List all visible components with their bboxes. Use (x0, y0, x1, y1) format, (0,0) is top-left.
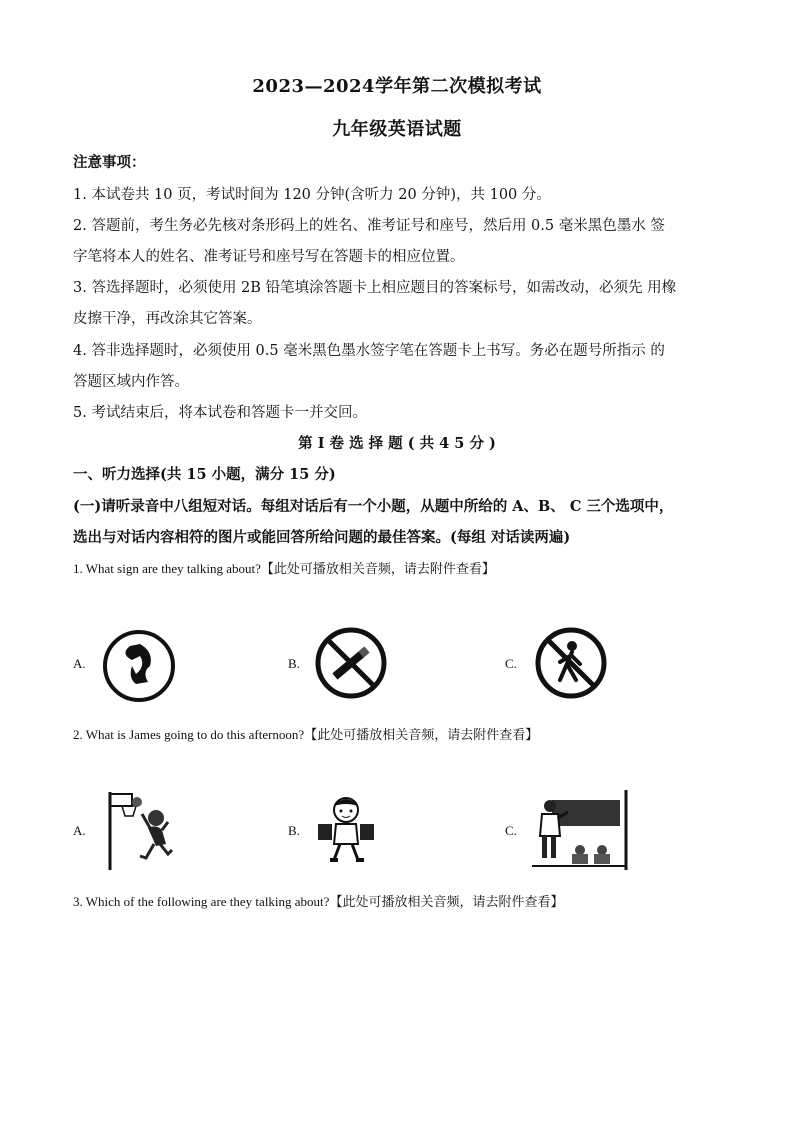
note-line: 1. 本试卷共 10 页，考试时间为 120 分钟(含听力 20 分钟)，共 100 分。 (73, 187, 551, 203)
note-line: 2. 答题前，考生务必先核对条形码上的姓名、准考证号和座号，然后用 0.5 毫米黑色墨水 签 (73, 218, 665, 234)
no-littering-sign-icon (100, 628, 178, 704)
instruction-line: 选出与对话内容相符的图片或能回答所给问题的最佳答案。(每组 对话读两遍) (73, 529, 571, 546)
basketball-player-icon (104, 788, 178, 872)
question-1-text: 1. What sign are they talking about?【此处可播放相关音频，请去附件查看】 (73, 561, 495, 576)
question-2-text: 2. What is James going to do this afternoon?【此处可播放相关音频，请去附件查看】 (73, 727, 539, 742)
option-a-label: A. (73, 823, 86, 838)
option-a-label: A. (73, 656, 86, 671)
no-pedestrians-sign-icon (534, 626, 608, 700)
question-3-text: 3. Which of the following are they talking about?【此处可播放相关音频，请去附件查看】 (73, 894, 564, 909)
section-title: 第 I 卷 选 择 题 ( 共 4 5 分 ) (298, 435, 496, 452)
teacher-blackboard-icon (532, 790, 630, 870)
option-b-label: B. (288, 823, 300, 838)
option-c-label: C. (505, 823, 517, 838)
exam-subtitle: 九年级英语试题 (332, 119, 462, 140)
part-heading: 一、听力选择(共 15 小题，满分 15 分) (73, 466, 336, 483)
note-line: 4. 答非选择题时，必须使用 0.5 毫米黑色墨水签字笔在答题卡上书写。务必在题号所指示 的 (73, 343, 665, 359)
note-line: 5. 考试结束后，将本试卷和答题卡一并交回。 (73, 405, 367, 421)
exam-title: 2023—2024学年第二次模拟考试 (252, 76, 542, 97)
note-line: 3. 答选择题时，必须使用 2B 铅笔填涂答题卡上相应题目的答案标号，如需改动，必须先 用橡 (73, 280, 677, 296)
shopping-boy-icon (316, 792, 376, 868)
no-smoking-sign-icon (314, 626, 388, 700)
notes-heading: 注意事项： (73, 154, 146, 171)
note-line: 字笔将本人的姓名、准考证号和座号写在答题卡的相应位置。 (73, 249, 465, 265)
option-b-label: B. (288, 656, 300, 671)
instruction-line: (一)请听录音中八组短对话。每组对话后有一个小题，从题中所给的 A、B、 C 三个选项中， (73, 498, 674, 515)
note-line: 答题区域内作答。 (73, 374, 189, 390)
note-line: 皮擦干净，再改涂其它答案。 (73, 311, 262, 327)
option-c-label: C. (505, 656, 517, 671)
